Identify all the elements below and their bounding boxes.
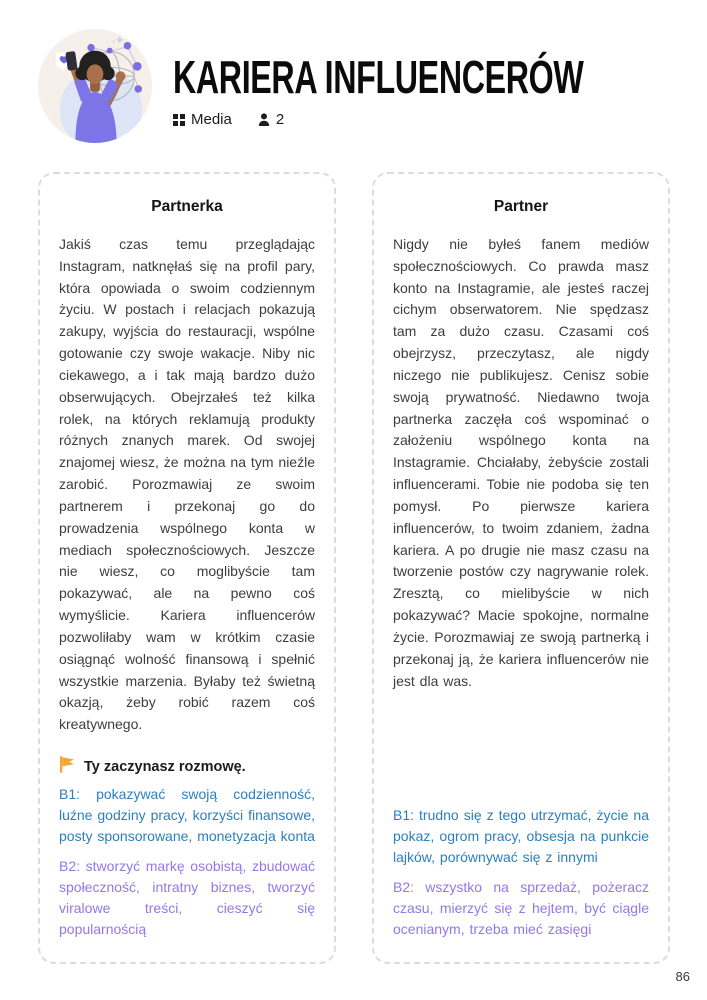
header [36,27,707,145]
title-block [173,27,707,128]
role-description: Jakiś czas temu przeglądając Instagram, natknęłaś się na profil pary, która opowiada o swoim codziennym życiu. W postach i relacjach pokazują zakupy, wyjścia do restauracji, wspólne gotowanie czy swoje wakacje. Niby nic ciekawego, a i tak mają bardzo dużo obserwujących. Obejrzałeś też kilka rolek, na których reklamują produkty różnych znanych marek. Od swojej znajomej wiesz, że można na tym nieźle zarobić. Porozmawiaj ze swoim partnerem i przekonaj go do prowadzenia wspólnego konta w mediach społecznościowych. Jeszcze nie wiesz, co moglibyście tam pokazywać, ale na pewno coś wymyślicie. Kariera influencerów pozwoliłaby wam w krótkim czasie osiągnąć wolność finansową i spełnić wszystkie marzenia. Byłaby też świetną okazją, żeby robić razem coś kreatywnego. [59,236,315,733]
b1-vocabulary: B1: pokazywać swoją codzienność, luźne godziny pracy, korzyści finansowe, posty sponsorowane, monetyzacja konta [59,786,315,844]
card-heading: Partnerka [151,198,223,215]
b2-vocabulary: B2: wszystko na sprzedaż, pożeracz czasu, mierzyć się z hejtem, być ciągle ocenianym, trzeba mieć zasięgi [393,879,649,937]
flag-icon [59,756,75,778]
card-spacer [393,692,649,805]
b1-vocabulary: B1: trudno się z tego utrzymać, życie na pokaz, ogrom pracy, obsesja na punkcie lajków, porównywać się z innymi [393,807,649,865]
players-count: 2 [275,111,285,128]
page-title: KARIERA INFLUENCERÓW [173,51,584,103]
card-partnerka [38,172,336,964]
category-label: Media [191,111,232,128]
card-partner [372,172,670,964]
page-number: 86 [675,969,690,984]
card-heading: Partner [493,198,549,215]
role-description: Nigdy nie byłeś fanem mediów społecznościowych. Co prawda masz konto na Instagramie, ale jesteś raczej cichym obserwatorem. Nie spędzasz tam za dużo czasu. Czasami coś obejrzysz, przeczytasz, ale nigdy niczego nie publikujesz. Cenisz sobie swoją prywatność. Niedawno twoja partnerka zaczęła coś wspominać o założeniu wspólnego konta na Instagramie. Chciałaby, żebyście zostali influencerami. Tobie nie podoba się ten pomysł. Po pierwsze kariera influencerów, to twoim zdaniem, żadna kariera. A po drugie nie masz czasu na tworzenie postów czy nagrywanie rolek. Zresztą, co mielibyście w nich pokazywać? Macie spokojne, normalne życie. Porozmawiaj ze swoją partnerką i przekonaj ją, że kariera influencerów nie jest dla was. [393,236,649,689]
role-cards [38,172,670,964]
influencer-selfie-illustration [36,27,154,145]
note-text: Ty zaczynasz rozmowę. [84,759,246,776]
person-icon [258,113,270,126]
conversation-starter-note [59,756,315,778]
category-badge [173,111,232,128]
b2-vocabulary: B2: stworzyć markę osobistą, zbudować społeczność, intratny biznes, tworzyć viralowe treści, cieszyć się popularnością [59,858,315,937]
players-badge [258,111,284,128]
category-grid-icon [173,114,185,126]
header-meta [173,111,707,128]
